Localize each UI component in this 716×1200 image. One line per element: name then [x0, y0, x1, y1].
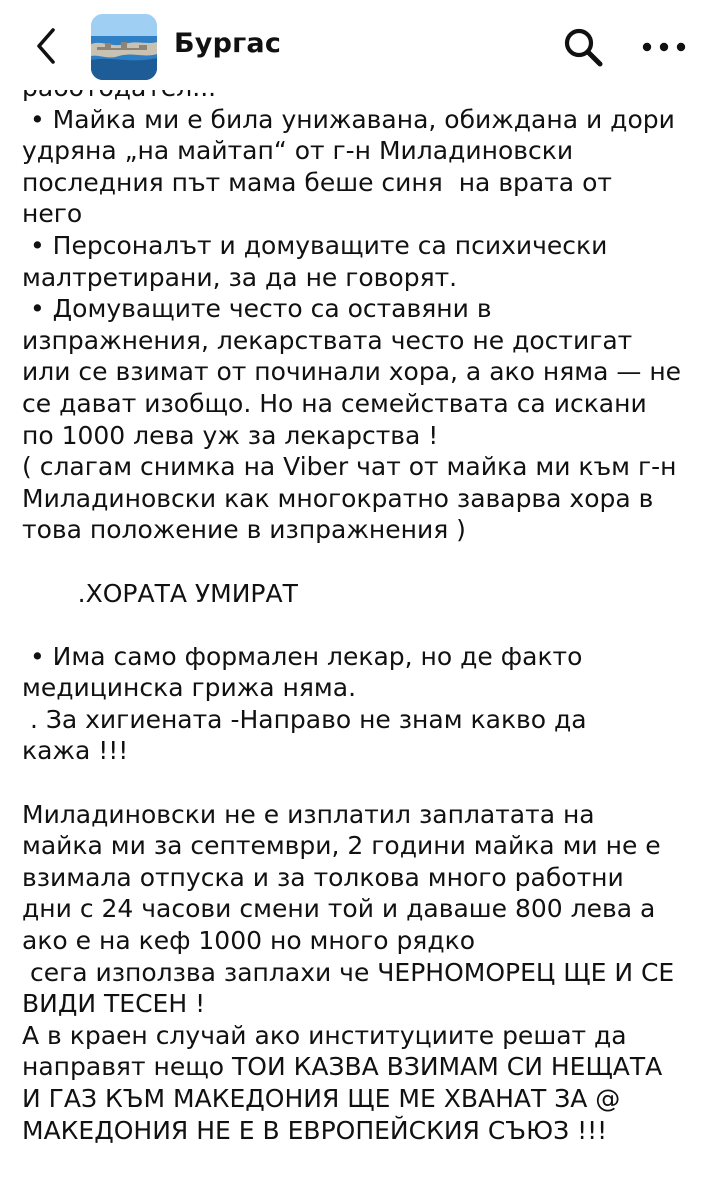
post-line: изпражнения, лекарствата често не достигат — [22, 325, 633, 355]
post-line: • Персоналът и домуващите са психически — [22, 230, 608, 260]
city-photo-icon — [91, 14, 157, 80]
post-line: сега използва заплахи че ЧЕРНОМОРЕЦ ЩЕ И СЕ — [22, 957, 675, 987]
post-line: ( слагам снимка на Viber чат от майка ми към г-н — [22, 452, 677, 482]
post-line: последния път мама беше синя на врата от — [22, 167, 612, 197]
blank-line — [22, 609, 702, 641]
post-line: него — [22, 199, 83, 229]
post-line: медицинска грижа няма. — [22, 673, 357, 703]
post-line: или се взимат от починали хора, а ако няма — не — [22, 357, 682, 387]
post-line: МАКЕДОНИЯ НЕ Е В ЕВРОПЕЙСКИЯ СЪЮЗ !!! — [22, 1115, 608, 1145]
post-line: А в краен случай ако институциите решат да — [22, 1020, 627, 1050]
blank-line — [22, 767, 702, 799]
chevron-left-icon — [35, 27, 57, 65]
post-line: удряна „на майтап“ от г-н Миладиновски — [22, 136, 574, 166]
post-line: малтретирани, за да не говорят. — [22, 262, 458, 292]
post-line: • Има само формален лекар, но де факто — [22, 641, 583, 671]
post-line: направят нещо ТОИ КАЗВА ВЗИМАМ СИ НЕЩАТА — [22, 1052, 663, 1082]
group-avatar[interactable] — [91, 14, 157, 80]
post-line: • Домуващите често са оставяни в — [22, 294, 492, 324]
post-line: по 1000 лева уж за лекарства ! — [22, 420, 439, 450]
post-text — [22, 104, 702, 1147]
post-line: майка ми за септември, 2 години майка ми не е — [22, 831, 661, 861]
post-line: • Майка ми е била унижавана, обиждана и дори — [22, 104, 675, 134]
post-line: се дават изобщо. Но на семействата са искани — [22, 388, 647, 418]
more-options-button[interactable] — [638, 30, 690, 64]
post-line: това положение в изпражнения ) — [22, 515, 466, 545]
post-line: Миладиновски не е изплатил заплатата на — [22, 799, 595, 829]
blank-line — [22, 546, 702, 578]
post-line: ако е на кеф 1000 но много рядко — [22, 926, 476, 956]
post-line: ВИДИ ТЕСЕН ! — [22, 989, 206, 1019]
post-line: . За хигиената -Направо не знам какво да — [22, 704, 587, 734]
post-line: взимала отпуска и за толкова много работни — [22, 862, 624, 892]
post-line: И ГАЗ КЪМ МАКЕДОНИЯ ЩЕ МЕ ХВАНАТ ЗА @ — [22, 1084, 621, 1113]
post-body — [22, 72, 702, 1146]
more-horizontal-icon — [639, 41, 689, 53]
post-line: дни с 24 часови смени той и даваше 800 лева а — [22, 894, 656, 924]
page-title[interactable]: Бургас — [174, 28, 282, 59]
post-line: кажа !!! — [22, 736, 129, 766]
post-line: Миладиновски как многократно заварва хора в — [22, 483, 654, 513]
top-bar — [0, 0, 716, 90]
search-button[interactable] — [562, 26, 604, 68]
post-line: .ХОРАТА УМИРАТ — [22, 578, 298, 608]
back-button[interactable] — [26, 24, 66, 68]
search-icon — [562, 26, 604, 68]
